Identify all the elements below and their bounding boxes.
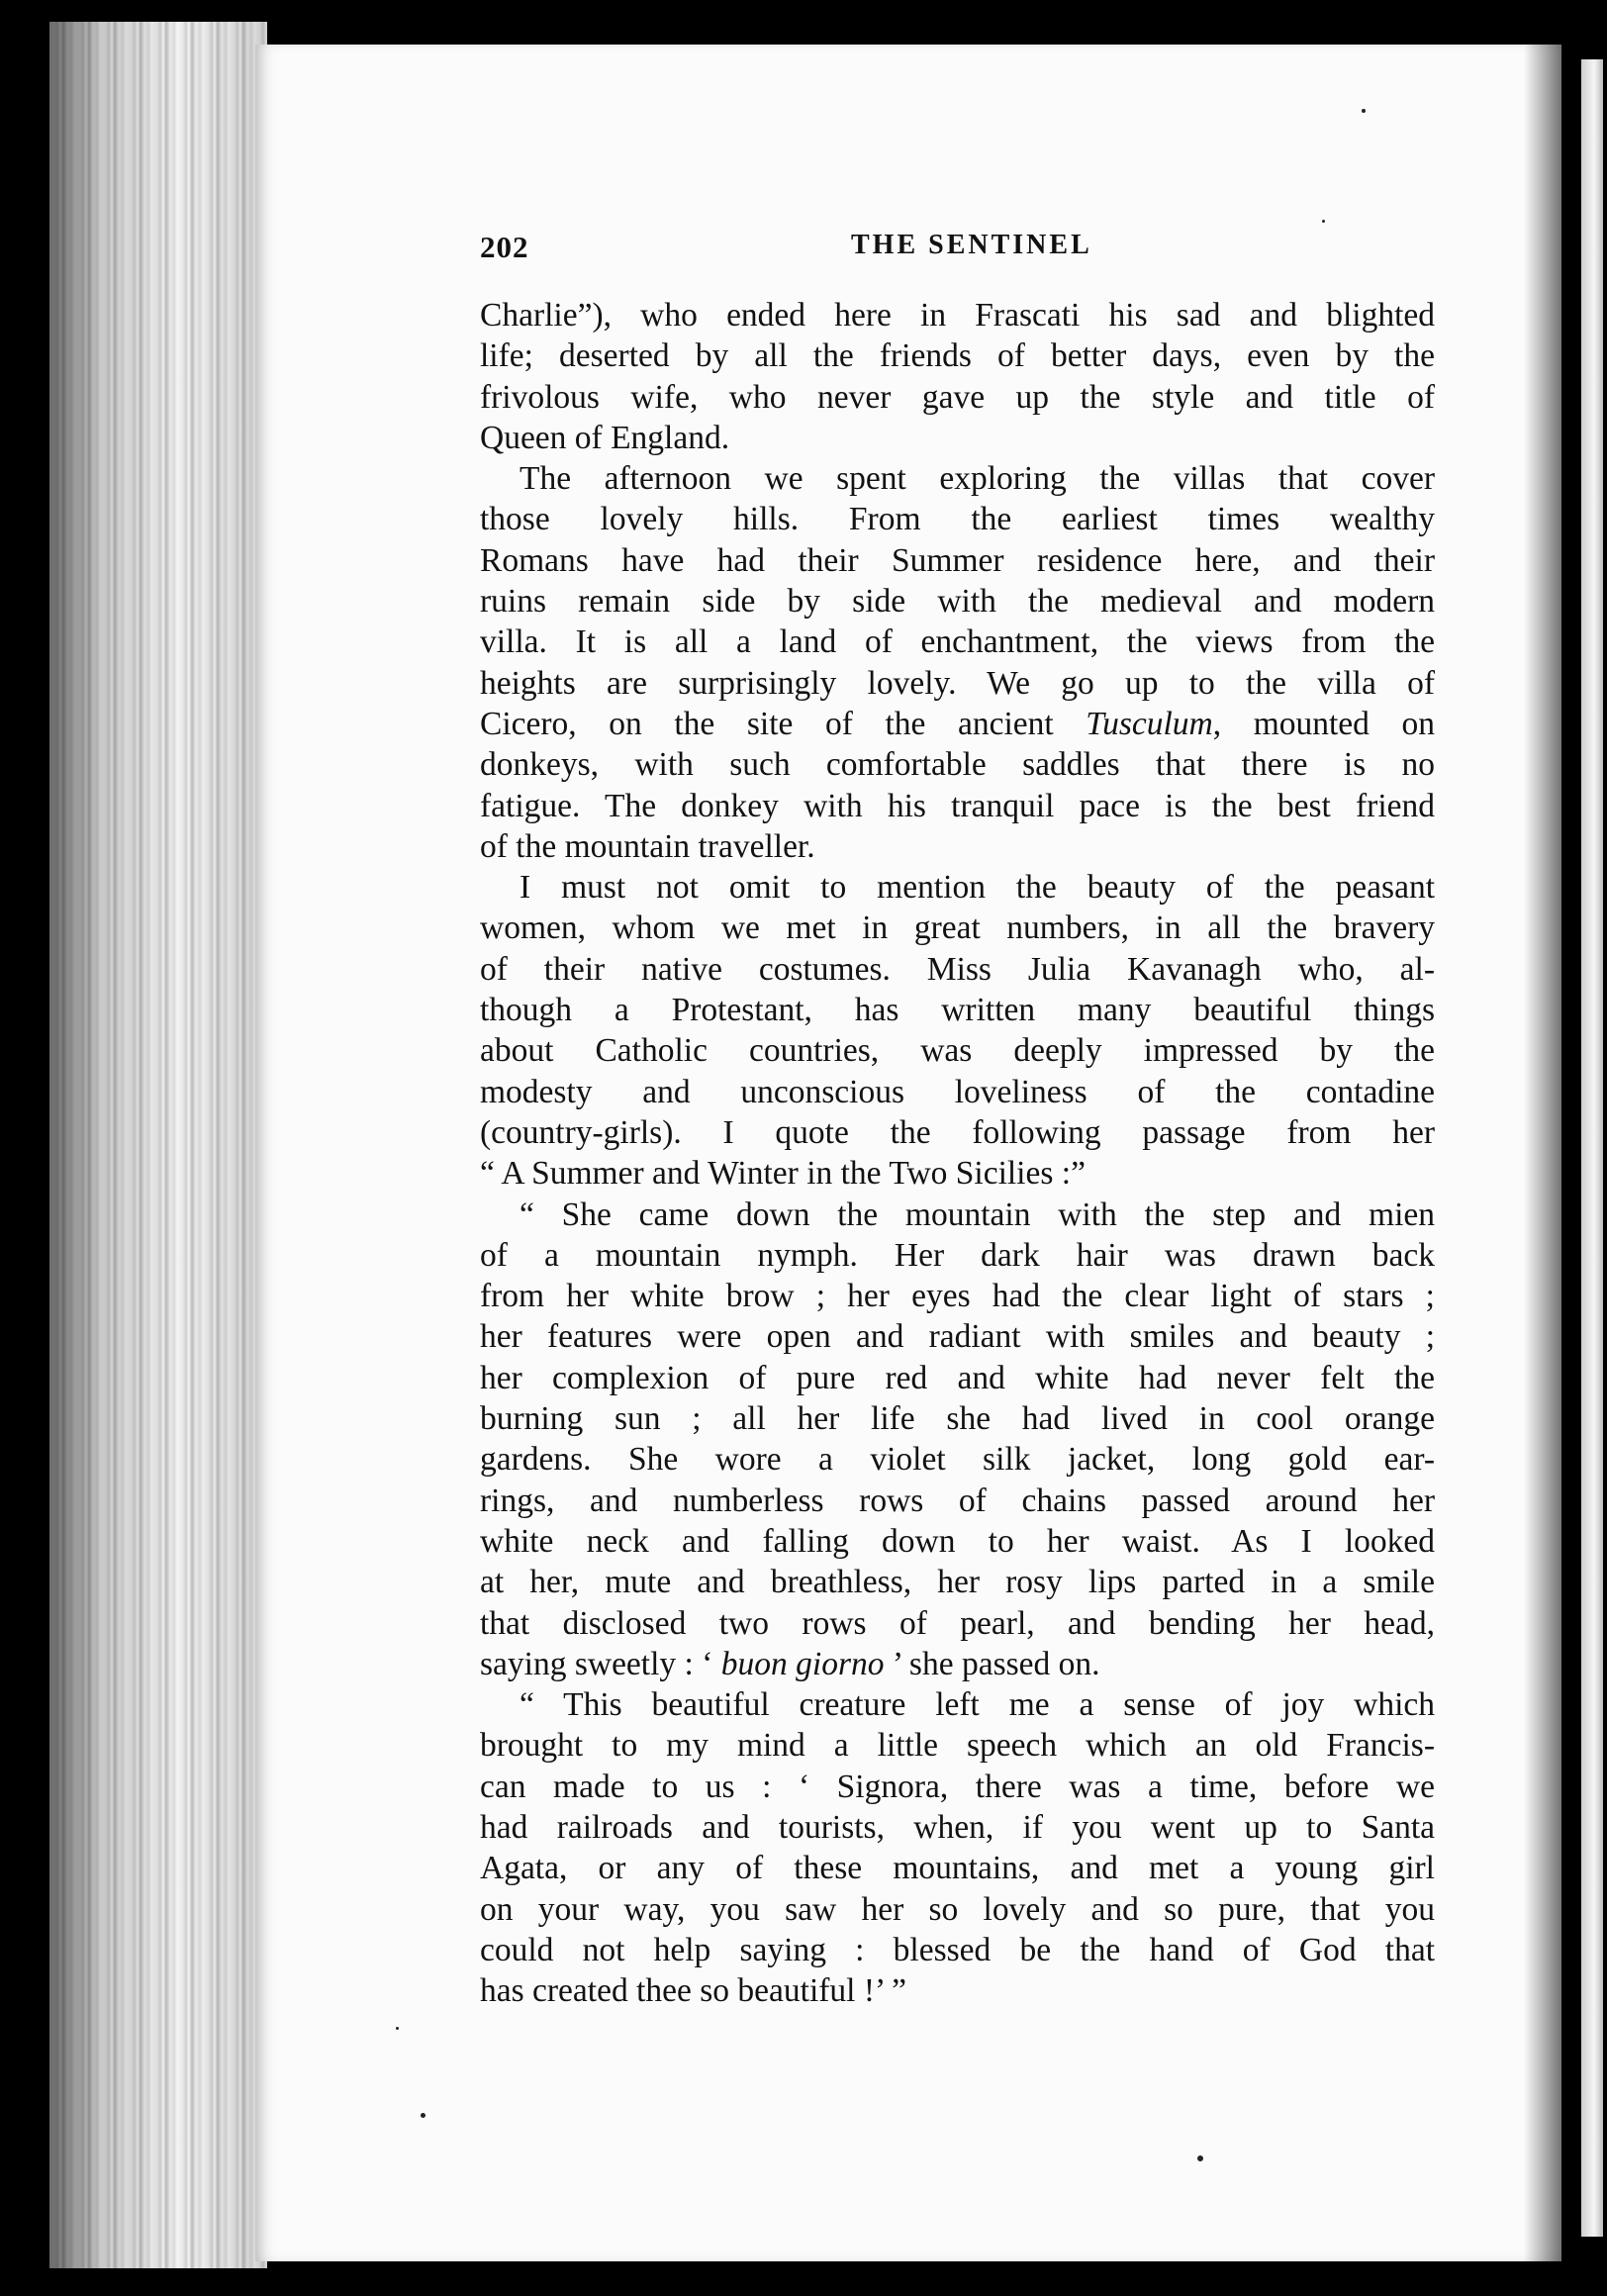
text-line: The afternoon we spent exploring the villas that cover	[520, 460, 1435, 498]
text-line: on your way, you saw her so lovely and so pure, that you	[480, 1890, 1435, 1928]
body-text	[480, 295, 1435, 2011]
text-line: has created thee so beautiful !’ ”	[480, 1972, 906, 2010]
text-line: those lovely hills. From the earliest times wealthy	[480, 501, 1435, 538]
running-title: THE SENTINEL	[851, 230, 1092, 260]
text-line: Romans have had their Summer residence here, and their	[480, 541, 1435, 579]
text-line: of the mountain traveller.	[480, 827, 815, 865]
text-line: Cicero, on the site of the ancient Tusculum, mounted on	[480, 705, 1435, 742]
text-line: Agata, or any of these mountains, and met a young girl	[480, 1850, 1435, 1887]
text-line: her features were open and radiant with smiles and beauty ;	[480, 1318, 1435, 1356]
text-line: about Catholic countries, was deeply impressed by the	[480, 1032, 1435, 1070]
text-line: villa. It is all a land of enchantment, the views from the	[480, 623, 1435, 661]
text-line: can made to us : ‘ Signora, there was a time, before we	[480, 1768, 1435, 1805]
text-line: burning sun ; all her life she had lived in cool orange	[480, 1400, 1435, 1438]
speck	[421, 2113, 425, 2118]
italic-phrase: buon giorno	[720, 1645, 885, 1682]
speck	[1362, 109, 1366, 113]
text-line: her complexion of pure red and white had never felt the	[480, 1359, 1435, 1396]
text-line: could not help saying : blessed be the hand of God that	[480, 1931, 1435, 1968]
page-edges	[49, 22, 267, 2268]
speck	[1322, 220, 1325, 223]
text-line: had railroads and tourists, when, if you went up to Santa	[480, 1808, 1435, 1846]
text-line: life; deserted by all the friends of better days, even by the	[480, 337, 1435, 375]
text-line: gardens. She wore a violet silk jacket, long gold ear-	[480, 1441, 1435, 1479]
text-line: of their native costumes. Miss Julia Kavanagh who, al-	[480, 950, 1435, 988]
speck	[1197, 2155, 1203, 2161]
text-line: from her white brow ; her eyes had the clear light of stars ;	[480, 1278, 1435, 1315]
gutter-shadow	[1524, 40, 1583, 2266]
text-line: “ A Summer and Winter in the Two Sicilies :”	[480, 1155, 1086, 1193]
text-line: modesty and unconscious loveliness of the contadine	[480, 1073, 1435, 1110]
text-line: women, whom we met in great numbers, in all the bravery	[480, 909, 1435, 947]
text-line: fatigue. The donkey with his tranquil pace is the best friend	[480, 787, 1435, 824]
page-number: 202	[480, 230, 529, 264]
text-line: “ She came down the mountain with the step and mien	[520, 1196, 1435, 1233]
text-line: that disclosed two rows of pearl, and bending her head,	[480, 1604, 1435, 1642]
text-line: “ This beautiful creature left me a sense of joy which	[520, 1686, 1435, 1724]
italic-phrase: Tusculum	[1086, 705, 1213, 742]
text-line: ruins remain side by side with the medieval and modern	[480, 583, 1435, 621]
speck	[396, 2027, 399, 2030]
text-line: Charlie”), who ended here in Frascati his sad and blighted	[480, 297, 1435, 334]
text-line: heights are surprisingly lovely. We go up to the villa of	[480, 664, 1435, 702]
text-line: at her, mute and breathless, her rosy lips parted in a smile	[480, 1564, 1435, 1601]
running-head	[480, 230, 1113, 269]
text-line: Queen of England.	[480, 419, 730, 456]
text-line: (country-girls). I quote the following passage from her	[480, 1113, 1435, 1151]
text-line: brought to my mind a little speech which an old Francis-	[480, 1727, 1435, 1765]
text-line: donkeys, with such comfortable saddles that there is no	[480, 746, 1435, 784]
text-line: though a Protestant, has written many beautiful things	[480, 992, 1435, 1029]
text-line: frivolous wife, who never gave up the style and title of	[480, 378, 1435, 416]
facing-page-edge	[1581, 59, 1603, 2237]
text-line: saying sweetly : ‘ buon giorno ’ she passed on.	[480, 1645, 1100, 1682]
text-line: of a mountain nymph. Her dark hair was drawn back	[480, 1236, 1435, 1274]
text-line: I must not omit to mention the beauty of the peasant	[520, 869, 1435, 907]
text-line: white neck and falling down to her waist. As I looked	[480, 1522, 1435, 1560]
text-line: rings, and numberless rows of chains passed around her	[480, 1482, 1435, 1519]
